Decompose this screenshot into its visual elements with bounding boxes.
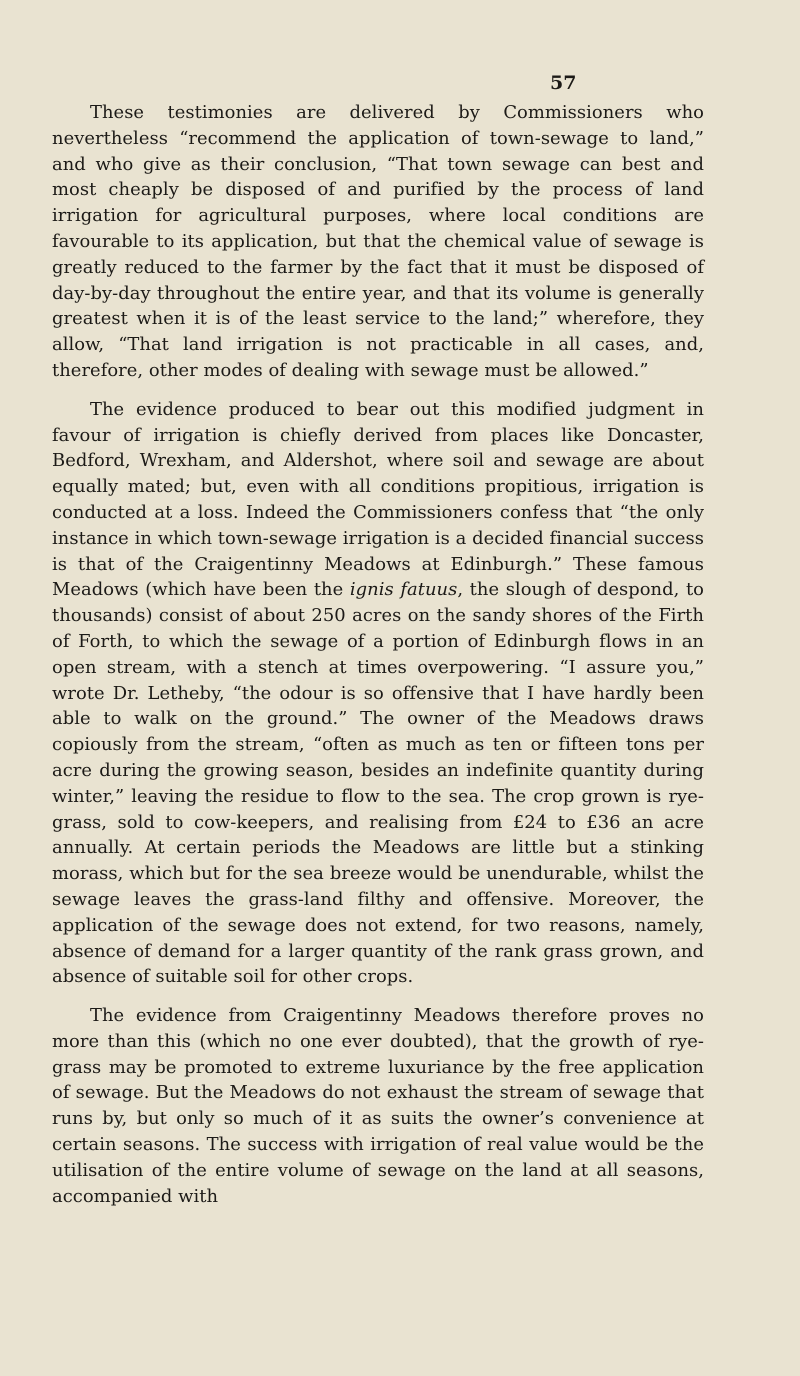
paragraph-text-after-italic: , the slough of despond, to thousands) consist of about 250 acres on the sandy shores of the Firth of Forth, to which the sewage of a portion of Edinburgh flows in an open stream, with a stench at times overpowering. “I assure you,” wrote Dr. Letheby, “the odour is so offensive that I have hardly been able to walk on the ground.” The owner of the Meadows draws copiously from the stream, “often as much as ten or fifteen tons per acre during the growing season, besides an indefinite quantity during winter,” leaving the residue to flow to the sea. The crop grown is rye-grass, sold to cow-keepers, and realising from £24 to £36 an acre annually. At certain periods the Meadows are little but a stinking morass, which but for the sea breeze would be unendurable, whilst the sewage leaves the grass-land filthy and offensive. Moreover, the application of the sewage does not extend, for two reasons, namely, absence of demand for a larger quantity of the rank grass grown, and absence of suitable soil for other crops. — [52, 579, 705, 988]
paragraph-text-before-italic: The evidence produced to bear out this modified judgment in favour of irrigation is chiefly derived from places like Doncaster, Bedford, Wrexham, and Aldershot, where soil and sewage are about equally mated; but, even with all conditions propitious, irrigation is conducted at a loss. Indeed the Commissioners confess that “the only instance in which town-sewage irrigation is a decided financial success is that of the Craigentinny Meadows at Edinburgh.” These famous Meadows (which have been the — [52, 398, 704, 601]
page-number: 57 — [550, 72, 577, 94]
paragraph-commissioners-testimonies: These testimonies are delivered by Commissioners who nevertheless “recommend the application of town-sewage to land,” and who give as their conclusion, “That town sewage can best and most cheaply be disposed of and purified by the process of land irrigation for agricultural purposes, where local conditions are favourable to its application, but that the chemical value of sewage is greatly reduced to the farmer by the fact that it must be disposed of day-by-day throughout the entire year, and that its volume is generally greatest when it is of the least service to the land;” wherefore, they allow, “That land irrigation is not practicable in all cases, and, therefore, other modes of dealing with sewage must be allowed.” — [52, 102, 704, 381]
paragraph-evidence-conclusion: The evidence from Craigentinny Meadows therefore proves no more than this (which no one ever doubted), that the growth of rye-grass may be promoted to extreme luxuriance by the free application of sewage. But the Meadows do not exhaust the stream of sewage that runs by, but only so much of it as suits the owner’s convenience at certain seasons. The success with irrigation of real value would be the utilisation of the entire volume of sewage on the land at all seasons, accompanied with — [52, 1005, 704, 1207]
italic-phrase: ignis fatuus — [349, 579, 458, 601]
paragraph-craigentinny-evidence — [52, 397, 704, 990]
